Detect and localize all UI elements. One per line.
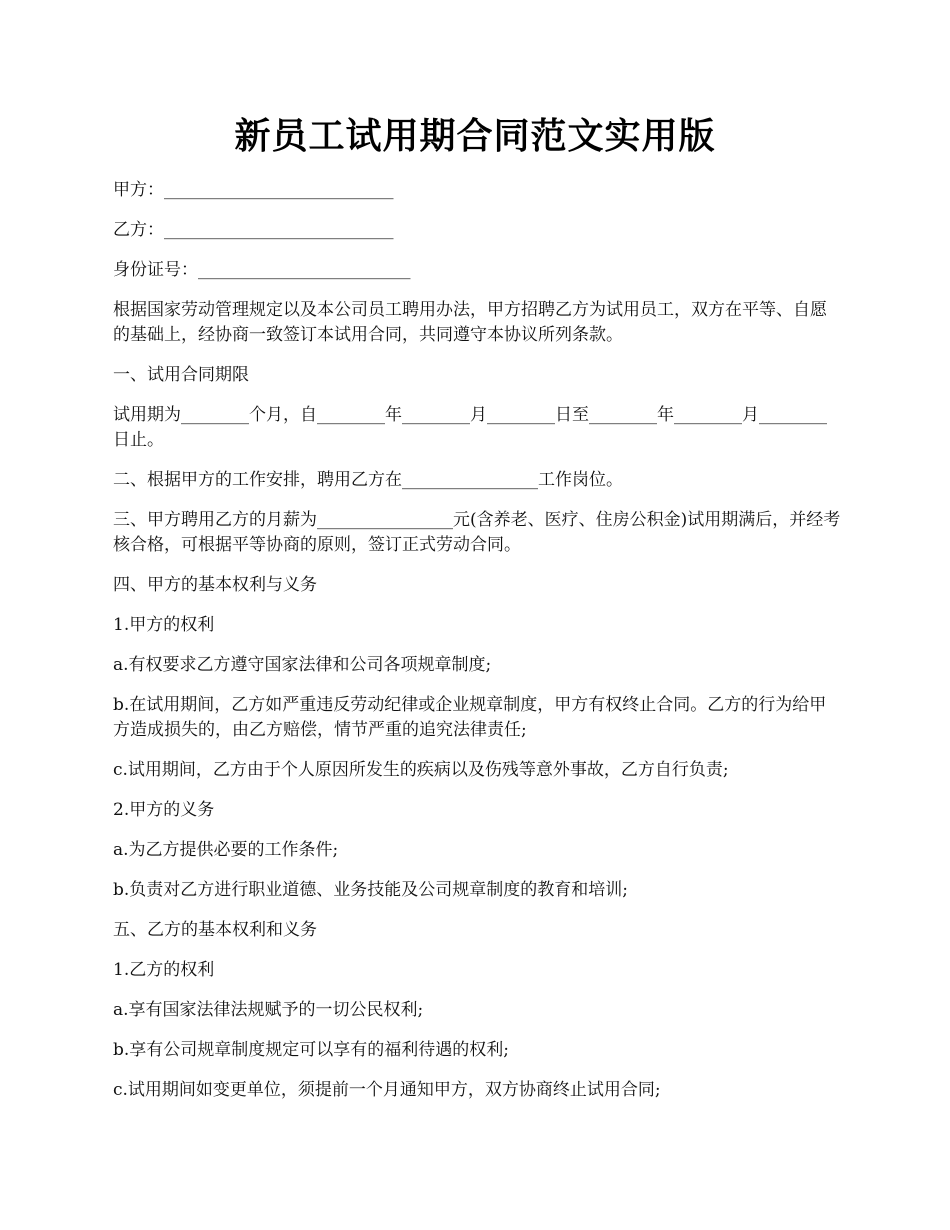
party-a-rights-a: a.有权要求乙方遵守国家法律和公司各项规章制度; (113, 655, 492, 675)
party-a-rights-c: c.试用期间，乙方由于个人原因所发生的疾病以及伤残等意外事故，乙方自行负责; (113, 760, 729, 780)
party-b-rights-b: b.享有公司规章制度规定可以享有的福利待遇的权利; (113, 1040, 510, 1060)
party-b-rights-c: c.试用期间如变更单位，须提前一个月通知甲方，双方协商终止试用合同; (113, 1080, 661, 1100)
party-a-duties-b: b.负责对乙方进行职业道德、业务技能及公司规章制度的教育和培训; (113, 880, 629, 900)
party-a-field: 甲方：___________________________ (113, 180, 394, 200)
party-a-rights-b: b.在试用期间，乙方如严重违反劳动纪律或企业规章制度，甲方有权终止合同。乙方的行为给甲方造成损失的，由乙方赔偿，情节严重的追究法律责任; (113, 695, 827, 740)
id-number-field: 身份证号：_________________________ (113, 260, 411, 280)
party-a-duties-a: a.为乙方提供必要的工作条件; (113, 840, 339, 860)
intro-paragraph: 根据国家劳动管理规定以及本公司员工聘用办法，甲方招聘乙方为试用员工，双方在平等、自愿的基础上，经协商一致签订本试用合同，共同遵守本协议所列条款。 (113, 300, 827, 345)
section-5-heading: 五、乙方的基本权利和义务 (113, 920, 317, 940)
party-b-field: 乙方：___________________________ (113, 220, 394, 240)
party-b-rights-a: a.享有国家法律法规赋予的一切公民权利; (113, 1000, 424, 1020)
section-1-text: 试用期为________个月，自________年________月________日至________年________月________日止。 (113, 405, 827, 450)
document-title: 新员工试用期合同范文实用版 (234, 115, 716, 157)
party-a-duties-heading: 2.甲方的义务 (113, 800, 215, 820)
section-2-text: 二、根据甲方的工作安排，聘用乙方在________________工作岗位。 (113, 470, 623, 490)
section-1-heading: 一、试用合同期限 (113, 365, 249, 385)
party-a-rights-heading: 1.甲方的权利 (113, 615, 215, 635)
party-b-rights-heading: 1.乙方的权利 (113, 960, 215, 980)
section-4-heading: 四、甲方的基本权利与义务 (113, 575, 317, 595)
document-body (113, 178, 843, 1118)
section-3-text: 三、甲方聘用乙方的月薪为________________元(含养老、医疗、住房公积金)试用期满后，并经考核合格，可根据平等协商的原则，签订正式劳动合同。 (113, 510, 841, 555)
